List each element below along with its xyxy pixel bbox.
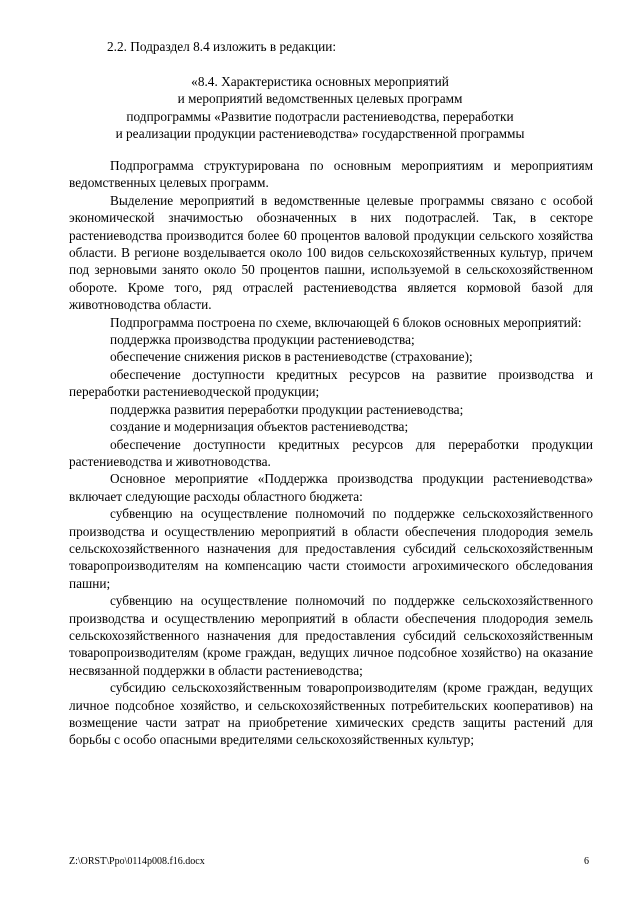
heading-line: «8.4. Характеристика основных мероприятий xyxy=(191,74,449,89)
list-item: поддержка производства продукции растениеводства; xyxy=(110,332,415,348)
page-number: 6 xyxy=(584,856,589,867)
body-text xyxy=(69,157,593,749)
amendment-intro: 2.2. Подраздел 8.4 изложить в редакции: xyxy=(107,39,337,54)
list-item: поддержка развития переработки продукции растениеводства; xyxy=(110,401,464,417)
paragraph: Подпрограмма структурирована по основным мероприятиям и мероприятиям ведомственных целевых программ. xyxy=(69,158,593,191)
paragraph: Основное мероприятие «Поддержка производства продукции растениеводства» включает следующие расходы областного бюджета: xyxy=(69,471,593,504)
heading-line: и реализации продукции растениеводства» государственной программы xyxy=(115,126,525,142)
paragraph: Выделение мероприятий в ведомственные целевые программы связано с особой экономической значимостью обозначенных в них подотраслей. Так, в секторе растениеводства производится более 60 процентов валовой продукции сельского хозяйства области. В регионе возделывается около 100 видов сельскохозяйственных культур, причем под зерновыми занято около 50 процентов пашни, используемой в сельскохозяйственном обороте. Кроме того, ряд отраслей растениеводства является кормовой базой для животноводства области. xyxy=(69,192,593,313)
list-item: обеспечение снижения рисков в растениеводстве (страхование); xyxy=(110,349,473,365)
list-item: обеспечение доступности кредитных ресурсов для переработки продукции растениеводства и животноводства. xyxy=(69,436,593,469)
list-item: субвенцию на осуществление полномочий по поддержке сельскохозяйственного производства и осуществлению мероприятий в области обеспечения плодородия земель сельскохозяйственного назначения для предоставления субсидий сельскохозяйственным товаропроизводителям (кроме граждан, ведущих личное подсобное хозяйство) на оказание несвязанной поддержки в области растениеводства; xyxy=(69,593,593,678)
paragraph: Подпрограмма построена по схеме, включающей 6 блоков основных мероприятий: xyxy=(110,314,582,330)
heading-line: и мероприятий ведомственных целевых программ xyxy=(177,91,463,107)
section-heading xyxy=(0,73,640,143)
list-item: субсидию сельскохозяйственным товаропроизводителям (кроме граждан, ведущих личное подсобное хозяйство, и сельскохозяйственных потребительских кооперативов) на возмещение части затрат на приобретение химических средств защиты растений для борьбы с особо опасными вредителями сельскохозяйственных культур; xyxy=(69,680,593,748)
file-path: Z:\ORST\Ppo\0114p008.f16.docx xyxy=(69,856,205,867)
list-item: создание и модернизация объектов растениеводства; xyxy=(110,419,409,435)
list-item: субвенцию на осуществление полномочий по поддержке сельскохозяйственного производства и осуществлению мероприятий в области обеспечения плодородия земель сельскохозяйственного назначения для предоставления субсидий сельскохозяйственным товаропроизводителям на компенсацию части стоимости агрохимического обследования пашни; xyxy=(69,506,593,591)
list-item: обеспечение доступности кредитных ресурсов на развитие производства и переработки растениеводческой продукции; xyxy=(69,366,593,400)
heading-line: подпрограммы «Развитие подотрасли растениеводства, переработки xyxy=(126,108,514,124)
